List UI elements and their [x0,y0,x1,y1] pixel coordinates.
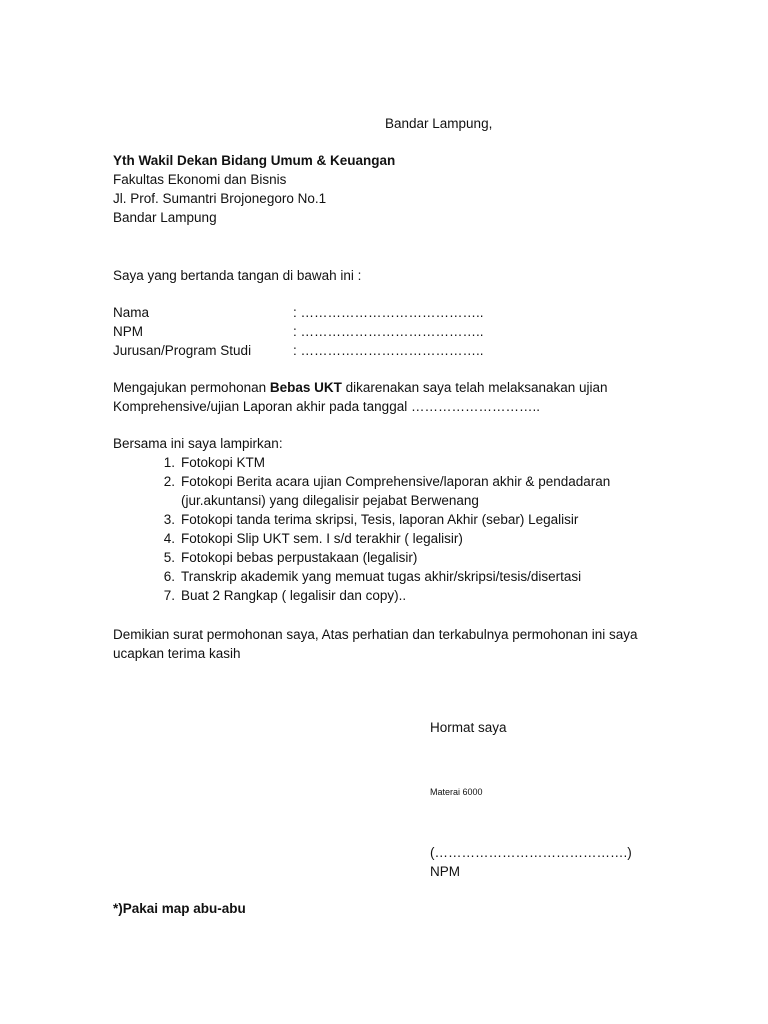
request-line-2: Komprehensive/ujian Laporan akhir pada tanggal ……………………….. [113,399,540,414]
field-label-nama: Nama [113,305,150,320]
field-value-nama: : ………………………………….. [293,305,484,320]
closing-line-2: ucapkan terima kasih [113,646,241,661]
request-suffix: dikarenakan saya telah melaksanakan ujian [341,380,608,395]
list-item: Fotokopi Berita acara ujian Comprehensive/laporan akhir & pendadaran [181,474,611,489]
field-value-jurusan: : ………………………………….. [293,343,484,358]
list-item-number: 2. [163,474,175,489]
signature-name-line: (…………………………………….) [430,845,632,860]
list-item-number: 6. [163,569,175,584]
recipient-faculty: Fakultas Ekonomi dan Bisnis [113,172,287,187]
field-label-npm: NPM [113,324,143,339]
intro-text: Saya yang bertanda tangan di bawah ini : [113,268,362,283]
signature-salutation: Hormat saya [430,720,507,735]
list-item: Fotokopi Slip UKT sem. I s/d terakhir ( legalisir) [181,531,463,546]
place-date: Bandar Lampung, [385,116,493,131]
list-item-number: 5. [163,550,175,565]
request-bold: Bebas UKT [269,380,342,395]
list-item-number: 4. [163,531,175,546]
list-item: Fotokopi tanda terima skripsi, Tesis, laporan Akhir (sebar) Legalisir [181,512,579,527]
request-line-1 [113,378,608,397]
field-label-jurusan: Jurusan/Program Studi [113,343,252,358]
list-item: Fotokopi KTM [181,455,266,470]
list-item: Transkrip akademik yang memuat tugas akhir/skripsi/tesis/disertasi [181,569,582,584]
attachments-intro: Bersama ini saya lampirkan: [113,436,283,451]
recipient-address: Jl. Prof. Sumantri Brojonegoro No.1 [113,191,327,206]
footnote: *)Pakai map abu-abu [113,901,246,916]
list-item-number: 3. [163,512,175,527]
signature-npm: NPM [430,864,460,879]
request-prefix: Mengajukan permohonan [113,380,270,395]
list-item-number: 7. [163,588,175,603]
stamp-label: Materai 6000 [430,787,483,797]
recipient-city: Bandar Lampung [113,210,217,225]
list-item: Buat 2 Rangkap ( legalisir dan copy).. [181,588,407,603]
list-item-number: 1. [163,455,175,470]
field-value-npm: : ………………………………….. [293,324,484,339]
list-item: (jur.akuntansi) yang dilegalisir pejabat Berwenang [181,493,479,508]
list-item: Fotokopi bebas perpustakaan (legalisir) [181,550,418,565]
recipient-title: Yth Wakil Dekan Bidang Umum & Keuangan [113,153,396,168]
closing-line-1: Demikian surat permohonan saya, Atas perhatian dan terkabulnya permohonan ini saya [113,627,638,642]
